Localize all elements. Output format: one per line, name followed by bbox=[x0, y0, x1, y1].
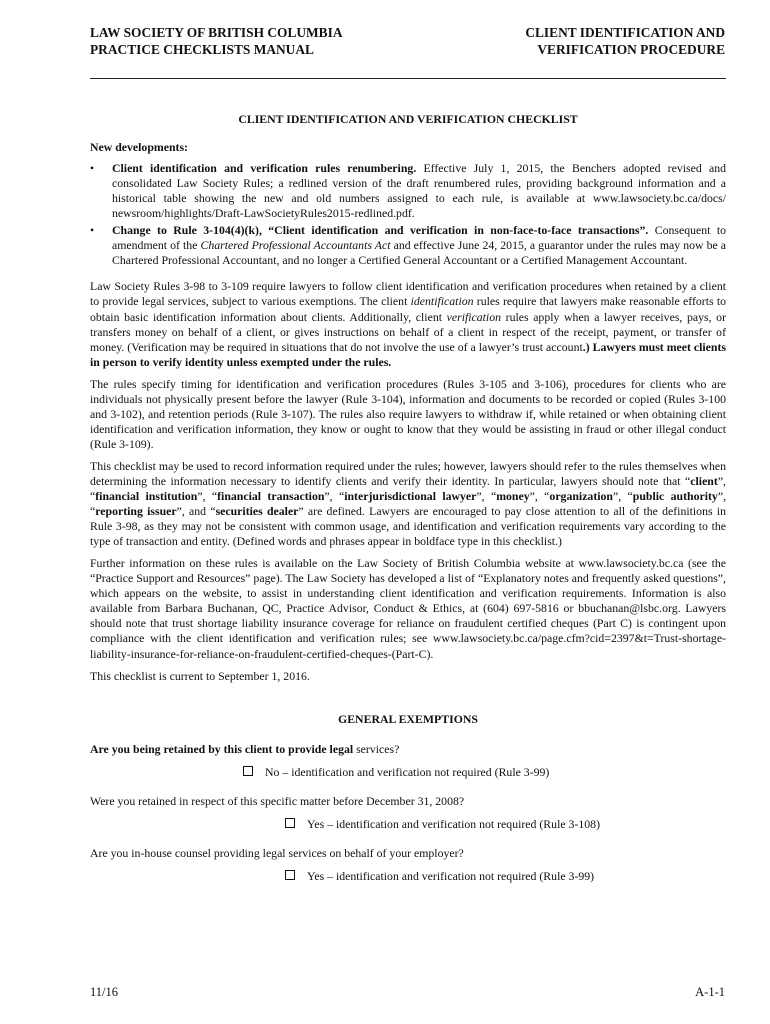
checkbox[interactable] bbox=[285, 818, 295, 828]
paragraph-further-info: Further information on these rules is available on the Law Society of British Columbia website at www.lawsociety.bc.ca (see the “Practice Support and Resources” page). The Law Society has developed a list of “Explanatory notes and frequently asked questions”, which appears on the website, to assist in understanding client identification and verification requirements. Information is also available from Barbara Buchanan, QC, Practice Advisor, Conduct & Ethics, at (604) 697-5816 or bbuchanan@lsbc.org. Lawyers should note that trust shortage liability insurance coverage for reliance on fraudulent certified cheques (Part C) is contingent upon compliance with the client identification and verification rules; see www.lawsociety.bc.ca/page.cfm?cid=2397&t=Trust-shortage-liability-insurance-for-reliance-on-fraudulent-certified-cheques-(Part-C). bbox=[90, 556, 726, 661]
question-bold: Are you being retained by this client to provide legal bbox=[90, 741, 354, 756]
text-run: ”, “ bbox=[324, 489, 345, 504]
checkbox[interactable] bbox=[285, 870, 295, 880]
header-left-line1: LAW SOCIETY OF BRITISH COLUMBIA bbox=[90, 25, 343, 40]
list-item-text: Effective July 1, 2015, the Benchers adopted revised and consolidated Law Society Rules; a redlined version of the draft renumbered rules, providing background information and a historical table showing the new and old numbers assigned to each rule, is available at www.lawsociety.bc.ca/docs/ newsroom/highlights/Draft-LawSocietyRules2015-redlined.pdf. bbox=[112, 161, 726, 221]
list-item-heading: Change to Rule 3-104(4)(k), “Client identification and verification in non-face-to-face transactions”. bbox=[112, 223, 649, 238]
list-item-text: Consequent to amendment of the bbox=[112, 223, 726, 253]
text-run: This checklist may be used to record information required under the rules; however, lawyers should refer to the rules themselves when determining the information necessary to identify clients and verify their identity. In particular, lawyers should note that “ bbox=[90, 458, 726, 488]
footer-date: 11/16 bbox=[90, 985, 119, 999]
header-right bbox=[525, 24, 725, 58]
bold-requirement: .) Lawyers must meet clients in person to verify identity unless exempted under the rules. bbox=[90, 339, 726, 369]
defined-term: financial institution bbox=[95, 489, 198, 504]
text-run: ”, “ bbox=[197, 489, 218, 504]
question-text: services? bbox=[353, 741, 400, 756]
italic-term: identification bbox=[410, 294, 474, 309]
header-left-line2: PRACTICE CHECKLISTS MANUAL bbox=[90, 42, 314, 57]
list-item bbox=[90, 223, 726, 268]
text-run: ” are defined. Lawyers are encouraged to pay close attention to all of the definitions in Rule 3-98, as they may not be consistent with common usage, and identification and verification requirements vary according to the type of transaction and entity. (Defined words and phrases appear in boldface type in this checklist.) bbox=[90, 504, 726, 549]
question-3: Are you in-house counsel providing legal services on behalf of your employer? bbox=[90, 845, 464, 860]
question-1 bbox=[90, 742, 726, 757]
text-run: ”, “ bbox=[613, 489, 633, 504]
defined-term: money bbox=[496, 489, 530, 504]
text-run: rules apply when a lawyer receives, pays, or transfers money on behalf of a client, or gives instructions on behalf of a client in respect of the receipt, payment, or transfer of money. (Verification may be required in situations that do not involve the use of a lawyer’s trust account bbox=[90, 309, 727, 354]
header-right-line2: VERIFICATION PROCEDURE bbox=[537, 42, 725, 57]
footer-page-number: A-1-1 bbox=[695, 985, 725, 999]
bullet-icon: • bbox=[90, 223, 95, 238]
list-item-text: and effective June 24, 2015, a guarantor under the rules may now be a Chartered Professional Accountant, and no longer a Certified General Accountant or a Certified Management Accountant. bbox=[112, 238, 727, 268]
answer-label: Yes – identification and verification not required (Rule 3-99) bbox=[307, 868, 595, 883]
answer-label: Yes – identification and verification not required (Rule 3-108) bbox=[307, 816, 600, 831]
text-run: ”, and “ bbox=[176, 504, 216, 519]
answer-3 bbox=[90, 869, 726, 884]
paragraph-timing: The rules specify timing for identification and verification procedures (Rules 3-105 and 3-106), procedures for clients who are individuals not physically present before the lawyer (Rule 3-104), information and documents to be recorded or copied (Rules 3-100 and 3-102), and retention periods (Rule 3-107). The rules also require lawyers to withdraw if, while retained or when obtaining client identification and verification information, they know or ought to know that they would be assisting in fraud or other illegal conduct (Rule 3-109). bbox=[90, 376, 726, 451]
text-run: rules require that lawyers make reasonable efforts to obtain basic identification information about clients. Additionally, client bbox=[90, 294, 727, 324]
answer-label: No – identification and verification not required (Rule 3-99) bbox=[265, 764, 550, 779]
paragraph-definitions bbox=[90, 459, 726, 549]
defined-term: public authority bbox=[632, 489, 718, 504]
defined-term: financial transaction bbox=[217, 489, 325, 504]
paragraph-currency: This checklist is current to September 1, 2016. bbox=[90, 668, 310, 683]
list-item bbox=[90, 161, 726, 221]
text-run: ”, “ bbox=[90, 473, 726, 504]
header-right-line1: CLIENT IDENTIFICATION AND bbox=[525, 25, 725, 40]
defined-term: securities dealer bbox=[215, 504, 299, 519]
header-left bbox=[90, 24, 343, 58]
answer-1 bbox=[90, 765, 726, 780]
list-item-heading: Client identification and verification rules renumbering. bbox=[112, 161, 417, 176]
text-run: Law Society Rules 3-98 to 3-109 require lawyers to follow client identification and verification procedures when retained by a client to provide legal services, subject to various exemptions. The client bbox=[90, 279, 726, 309]
bullet-icon: • bbox=[90, 161, 95, 176]
act-name: Chartered Professional Accountants Act bbox=[200, 238, 391, 253]
defined-term: interjurisdictional lawyer bbox=[344, 489, 477, 504]
checklist-title: CLIENT IDENTIFICATION AND VERIFICATION CHECKLIST bbox=[238, 112, 578, 126]
text-run: ”, “ bbox=[529, 489, 550, 504]
text-run: ”, “ bbox=[90, 489, 727, 519]
italic-term: verification bbox=[446, 309, 502, 324]
question-2: Were you retained in respect of this specific matter before December 31, 2008? bbox=[90, 793, 465, 808]
defined-term: client bbox=[690, 473, 718, 488]
answer-2 bbox=[90, 817, 726, 832]
checkbox[interactable] bbox=[243, 766, 253, 776]
new-developments-label: New developments: bbox=[90, 140, 188, 155]
new-developments-list bbox=[90, 161, 726, 268]
page-content bbox=[90, 112, 726, 898]
defined-term: organization bbox=[549, 489, 613, 504]
general-exemptions-title: GENERAL EXEMPTIONS bbox=[338, 711, 478, 726]
text-run: ”, “ bbox=[476, 489, 497, 504]
header-divider bbox=[90, 78, 726, 79]
paragraph-rules-overview bbox=[90, 279, 726, 369]
defined-term: reporting issuer bbox=[95, 504, 177, 519]
